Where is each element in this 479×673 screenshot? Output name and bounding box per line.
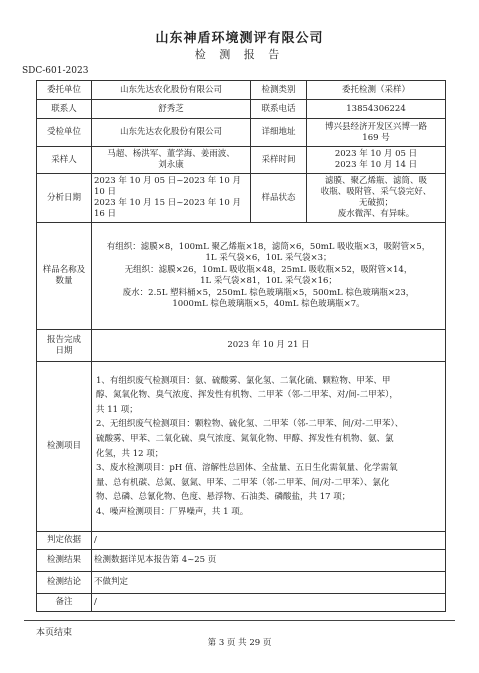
sample-state-label: 样品状态 (251, 174, 307, 223)
test-items-line: 量、总有机碳、总氮、氨氮、甲苯、二甲苯（邻-二甲苯、间/对-二甲苯）、氯化 (96, 477, 390, 488)
address-line: 博兴县经济开发区兴博一路 (324, 121, 427, 132)
samples-line: 无组织：滤膜×26，10mL 吸收瓶×48，25mL 吸收瓶×52，吸附管×14， (124, 264, 413, 275)
test-items-line: 化氢，共 12 项； (96, 448, 164, 459)
client-label: 委托单位 (37, 81, 92, 100)
test-items-line: 1、有组织废气检测项目：氨、硫酸雾、氯化氢、二氧化硫、颗粒物、甲苯、甲 (96, 375, 391, 386)
samples-line: 1L 采气袋×81，10L 采气袋×16； (200, 276, 337, 286)
address-label: 详细地址 (251, 119, 307, 147)
phone-label: 联系电话 (251, 100, 307, 119)
sample-state-line: 废水微浑、有异味。 (337, 209, 415, 219)
address-value (307, 119, 446, 147)
end-of-page-note: 本页结束 (36, 628, 73, 638)
document-code: SDC-601-2023 (22, 66, 89, 76)
result-label: 检测结果 (37, 550, 92, 572)
sample-state-line: 收瓶、吸附管、采气袋完好、 (320, 187, 432, 197)
client-value: 山东先达农化股份有限公司 (92, 81, 251, 100)
test-items-line: 共 11 项； (96, 404, 138, 415)
samples-line: 废水：2.5L 塑料桶×5，250mL 棕色玻璃瓶×5，500mL 棕色玻璃瓶×23， (122, 287, 415, 298)
samples-label-line: 数量 (55, 276, 73, 286)
samples-value (92, 223, 446, 330)
test-items-label: 检测项目 (37, 362, 92, 532)
sample-state-line: 无破损； (358, 198, 393, 208)
inspected-unit-value: 山东先达农化股份有限公司 (92, 119, 251, 147)
analysis-date-line: 2023 年 10 月 15 日~2023 年 10 月 16 日 (94, 198, 241, 219)
test-items-line: 2、无组织废气检测项目：颗粒物、硫化氢、二甲苯（邻-二甲苯、间/对-二甲苯）、 (96, 419, 404, 430)
basis-value: / (92, 532, 446, 550)
test-items-line: 物、总磷、总氰化物、色度、悬浮物、石油类、磷酸盐，共 17 项； (96, 492, 351, 503)
remark-label: 备注 (37, 594, 92, 612)
page-number: 第 3 页 共 29 页 (207, 638, 272, 648)
report-title: 检 测 报 告 (194, 48, 285, 61)
samples-label (37, 223, 92, 330)
conclusion-label: 检测结论 (37, 572, 92, 594)
sampler-line: 马超、杨洪军、董学海、姜雨波、 (107, 149, 235, 159)
report-date-label (37, 330, 92, 362)
samples-label-line: 样品名称及 (42, 265, 86, 275)
inspected-unit-label: 受检单位 (37, 119, 92, 147)
sampling-time-line: 2023 年 10 月 05 日 (334, 149, 418, 159)
analysis-date-label: 分析日期 (37, 174, 92, 223)
sampler-line: 刘永康 (158, 160, 184, 170)
test-items-line: 3、废水检测项目：pH 值、溶解性总固体、全盐量、五日生化需氧量、化学需氧 (96, 463, 398, 474)
report-date-value: 2023 年 10 月 21 日 (92, 330, 446, 362)
basis-label: 判定依据 (37, 532, 92, 550)
sampler-value (92, 147, 251, 174)
result-value: 检测数据详见本报告第 4~25 页 (92, 550, 446, 572)
sampling-time-label: 采样时间 (251, 147, 307, 174)
report-date-label-line: 报告完成 (46, 334, 81, 345)
company-name: 山东神盾环境测评有限公司 (155, 31, 324, 46)
phone-value: 13854306224 (307, 100, 446, 119)
address-line: 169 号 (362, 132, 390, 143)
samples-line: 有组织：滤膜×8，100mL 聚乙烯瓶×18，滤筒×6，50mL 吸收瓶×3，吸附管×5， (106, 241, 431, 252)
test-items-line: 4、噪声检测项目：厂界噪声，共 1 项。 (96, 506, 249, 517)
analysis-date-value (92, 174, 251, 223)
sampling-time-line: 2023 年 10 月 14 日 (334, 160, 418, 170)
sample-state-line: 滤膜、聚乙烯瓶、滤筒、吸 (324, 176, 427, 186)
report-date-label-line: 日期 (55, 345, 73, 356)
test-type-value: 委托检测（采样） (307, 81, 446, 100)
test-items-line: 硫酸雾、甲苯、二氧化硫、臭气浓度、氮氧化物、甲醇、挥发性有机物、氨、氯 (96, 433, 394, 444)
contact-value: 舒秀芝 (92, 100, 251, 119)
conclusion-value: 不做判定 (92, 572, 446, 594)
samples-line: 1000mL 棕色玻璃瓶×5，40mL 棕色玻璃瓶×7。 (172, 299, 365, 309)
footer-divider (24, 620, 455, 621)
test-type-label: 检测类别 (251, 81, 307, 100)
test-items-line: 醇、氮氧化物、臭气浓度、挥发性有机物、二甲苯（邻-二甲苯、对/间-二甲苯）， (96, 390, 398, 401)
sampler-label: 采样人 (37, 147, 92, 174)
remark-value: / (92, 594, 446, 612)
test-items-value (92, 362, 446, 532)
report-info-table (36, 80, 446, 612)
sampling-time-value (307, 147, 446, 174)
analysis-date-line: 2023 年 10 月 05 日~2023 年 10 月 10 日 (94, 176, 241, 197)
contact-label: 联系人 (37, 100, 92, 119)
samples-line: 1L 采气袋×6，10L 采气袋×3； (205, 253, 332, 263)
sample-state-value (307, 174, 446, 223)
